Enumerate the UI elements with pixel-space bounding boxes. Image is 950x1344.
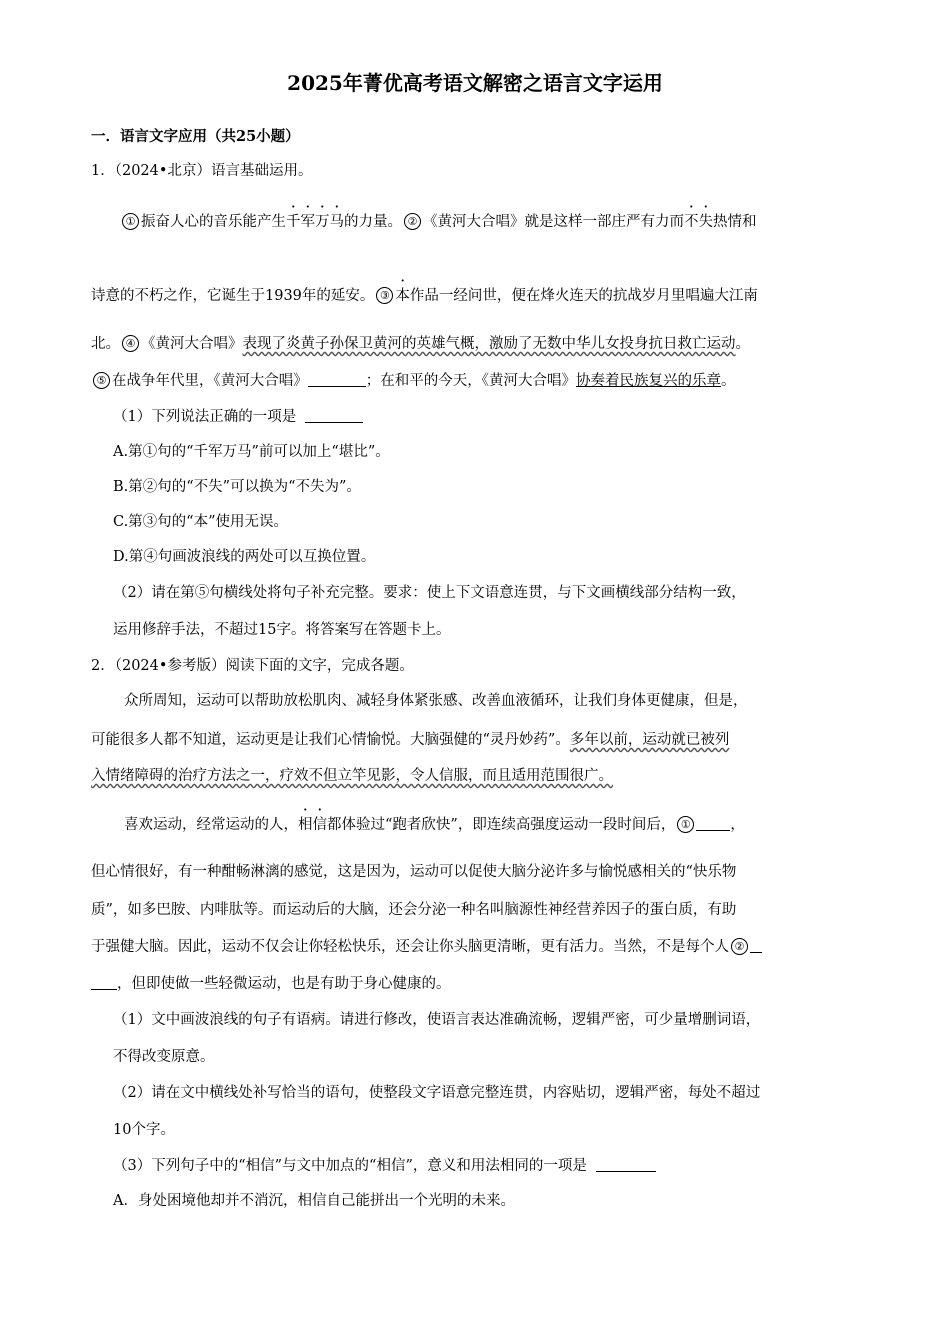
answer-blank — [308, 372, 366, 387]
emphasis-dotted-char: 相 — [298, 817, 313, 833]
emphasis-dotted-char: 军 — [300, 214, 315, 230]
question-1-header — [91, 160, 312, 182]
document-title: 2025年菁优高考语文解密之语言文字运用 — [287, 71, 663, 95]
emphasis-dotted-word: 本 — [395, 288, 410, 304]
answer-blank — [596, 1157, 656, 1172]
passage-text: ， — [730, 817, 745, 833]
passage-text: 于强健大脑。因此，运动不仅会让你轻松快乐，还会让你头脑更清晰，更有活力。当然，不是每个人 — [91, 939, 729, 955]
circled-number-3: ③ — [376, 287, 393, 304]
passage-text: 的力量。 — [344, 214, 402, 230]
emphasis-dotted-char: 失 — [698, 214, 713, 230]
passage-text: 《黄河大合唱》 — [141, 336, 243, 352]
answer-blank — [696, 816, 730, 831]
section-heading: 一．语言文字应用（共25小题） — [91, 128, 300, 145]
question-source: （2024•参考版）阅读下面的文字，完成各题。 — [114, 658, 414, 674]
q2-option-a: A．身处困境他却并不消沉，相信自己能拼出一个光明的未来。 — [113, 1193, 515, 1209]
emphasis-dotted-word — [684, 214, 713, 230]
passage-text: 热情和 — [713, 214, 757, 230]
subquestion-text: （3）下列句子中的“相信”与文中加点的“相信”，意义和用法相同的一项是 — [113, 1158, 587, 1174]
q2-passage-line-1: 众所周知，运动可以帮助放松肌肉、减轻身体紧张感、改善血液循环，让我们身体更健康，但是， — [124, 693, 748, 709]
passage-text: 在战争年代里，《黄河大合唱》 — [112, 373, 308, 389]
q1-option-c: C.第③句的“本”使用无误。 — [113, 514, 289, 530]
q1-subquestion-2-line-2: 运用修辞手法，不超过15字。将答案写在答题卡上。 — [113, 622, 451, 638]
q2-passage-line-2 — [91, 729, 729, 751]
q2-subquestion-1-line-2: 不得改变原意。 — [113, 1049, 215, 1065]
emphasis-dotted-char: 马 — [329, 214, 344, 230]
q2-passage-line-3 — [91, 765, 613, 787]
q1-passage-line-4 — [91, 370, 736, 392]
emphasis-dotted-char: 千 — [286, 214, 301, 230]
q2-passage-line-5: 但心情很好，有一种酣畅淋漓的感觉，这是因为，运动可以促使大脑分泌许多与愉悦感相关的“快乐物 — [91, 864, 737, 880]
q1-passage-line-3 — [91, 333, 750, 355]
circled-number-4: ④ — [122, 335, 139, 352]
q2-passage-line-6: 质”，如多巴胺、内啡肽等。而运动后的大脑，还会分泌一种名叫脑源性神经营养因子的蛋白质，有助 — [91, 902, 737, 918]
passage-text: 诗意的不朽之作，它诞生于1939年的延安。 — [91, 288, 375, 304]
q2-subquestion-2-line-1: （2）请在文中横线处补写恰当的语句，使整段文字语意完整连贯，内容贴切，逻辑严密，每处不超过 — [113, 1085, 761, 1101]
circled-number-2: ② — [731, 938, 748, 955]
q1-option-d: D.第④句画波浪线的两处可以互换位置。 — [113, 549, 376, 565]
passage-text: 可能很多人都不知道，运动更是让我们心情愉悦。大脑强健的“灵丹妙药”。 — [91, 732, 570, 748]
q2-subquestion-2-line-2: 10个字。 — [113, 1122, 175, 1138]
question-number: 2． — [91, 658, 115, 674]
question-source: （2024•北京）语言基础运用。 — [114, 163, 313, 179]
question-2-header — [91, 655, 414, 677]
q1-passage-line-2 — [91, 285, 758, 307]
circled-number-1: ① — [677, 816, 694, 833]
subquestion-text: （1）下列说法正确的一项是 — [113, 409, 297, 425]
passage-text: 。 — [735, 336, 750, 352]
q1-subquestion-2-line-1: （2）请在第⑤句横线处将句子补充完整。要求：使上下文语意连贯，与下文画横线部分结构一致， — [113, 585, 746, 601]
emphasis-dotted-char: 信 — [312, 817, 327, 833]
passage-text: 北。 — [91, 336, 120, 352]
q1-passage-line-1 — [120, 211, 757, 233]
emphasis-dotted-word — [286, 214, 344, 230]
answer-blank — [305, 408, 363, 423]
q2-subquestion-1-line-1: （1）文中画波浪线的句子有语病。请进行修改，使语言表达准确流畅，逻辑严密，可少量增删词语， — [113, 1012, 761, 1028]
q2-passage-line-4 — [124, 814, 745, 836]
q1-option-b: B.第②句的“不失”可以换为“不失为”。 — [113, 479, 361, 495]
emphasis-dotted-char: 万 — [315, 214, 330, 230]
emphasis-dotted-word — [298, 817, 327, 833]
answer-blank — [91, 975, 117, 990]
circled-number-5: ⑤ — [93, 372, 110, 389]
passage-text: 都体验过“跑者欣快”，即连续高强度运动一段时间后， — [327, 817, 676, 833]
circled-number-2: ② — [404, 213, 421, 230]
wavy-underlined-text: 多年以前，运动就已被列 — [569, 732, 730, 748]
passage-text: 《黄河大合唱》就是这样一部庄严有力而 — [423, 214, 684, 230]
q1-option-a: A.第①句的“千军万马”前可以加上“堪比”。 — [113, 444, 390, 460]
wavy-underlined-text: 入情绪障碍的治疗方法之一，疗效不但立竿见影，令人信服，而且适用范围很广。 — [91, 768, 613, 784]
passage-text: 作品一经问世，便在烽火连天的抗战岁月里唱遍大江南 — [409, 288, 758, 304]
passage-text: 振奋人心的音乐能产生 — [141, 214, 286, 230]
q1-subquestion-1 — [113, 406, 363, 428]
passage-text: ；在和平的今天，《黄河大合唱》 — [365, 373, 576, 389]
passage-text: ，但即使做一些轻微运动，也是有助于身心健康的。 — [117, 976, 451, 992]
passage-text: 喜欢运动，经常运动的人， — [124, 817, 298, 833]
q2-subquestion-3 — [113, 1155, 656, 1177]
emphasis-dotted-char: 不 — [684, 214, 699, 230]
question-number: 1． — [91, 163, 115, 179]
circled-number-1: ① — [122, 213, 139, 230]
wavy-underlined-text: 表现了炎黄子孙保卫黄河的英雄气概，激励了无数中华儿女投身抗日救亡运动 — [242, 336, 736, 352]
q2-passage-line-8 — [91, 973, 451, 995]
passage-text: 。 — [721, 373, 736, 389]
underlined-text: 协奏着民族复兴的乐章 — [576, 373, 721, 389]
answer-blank — [750, 938, 762, 953]
q2-passage-line-7 — [91, 936, 762, 958]
